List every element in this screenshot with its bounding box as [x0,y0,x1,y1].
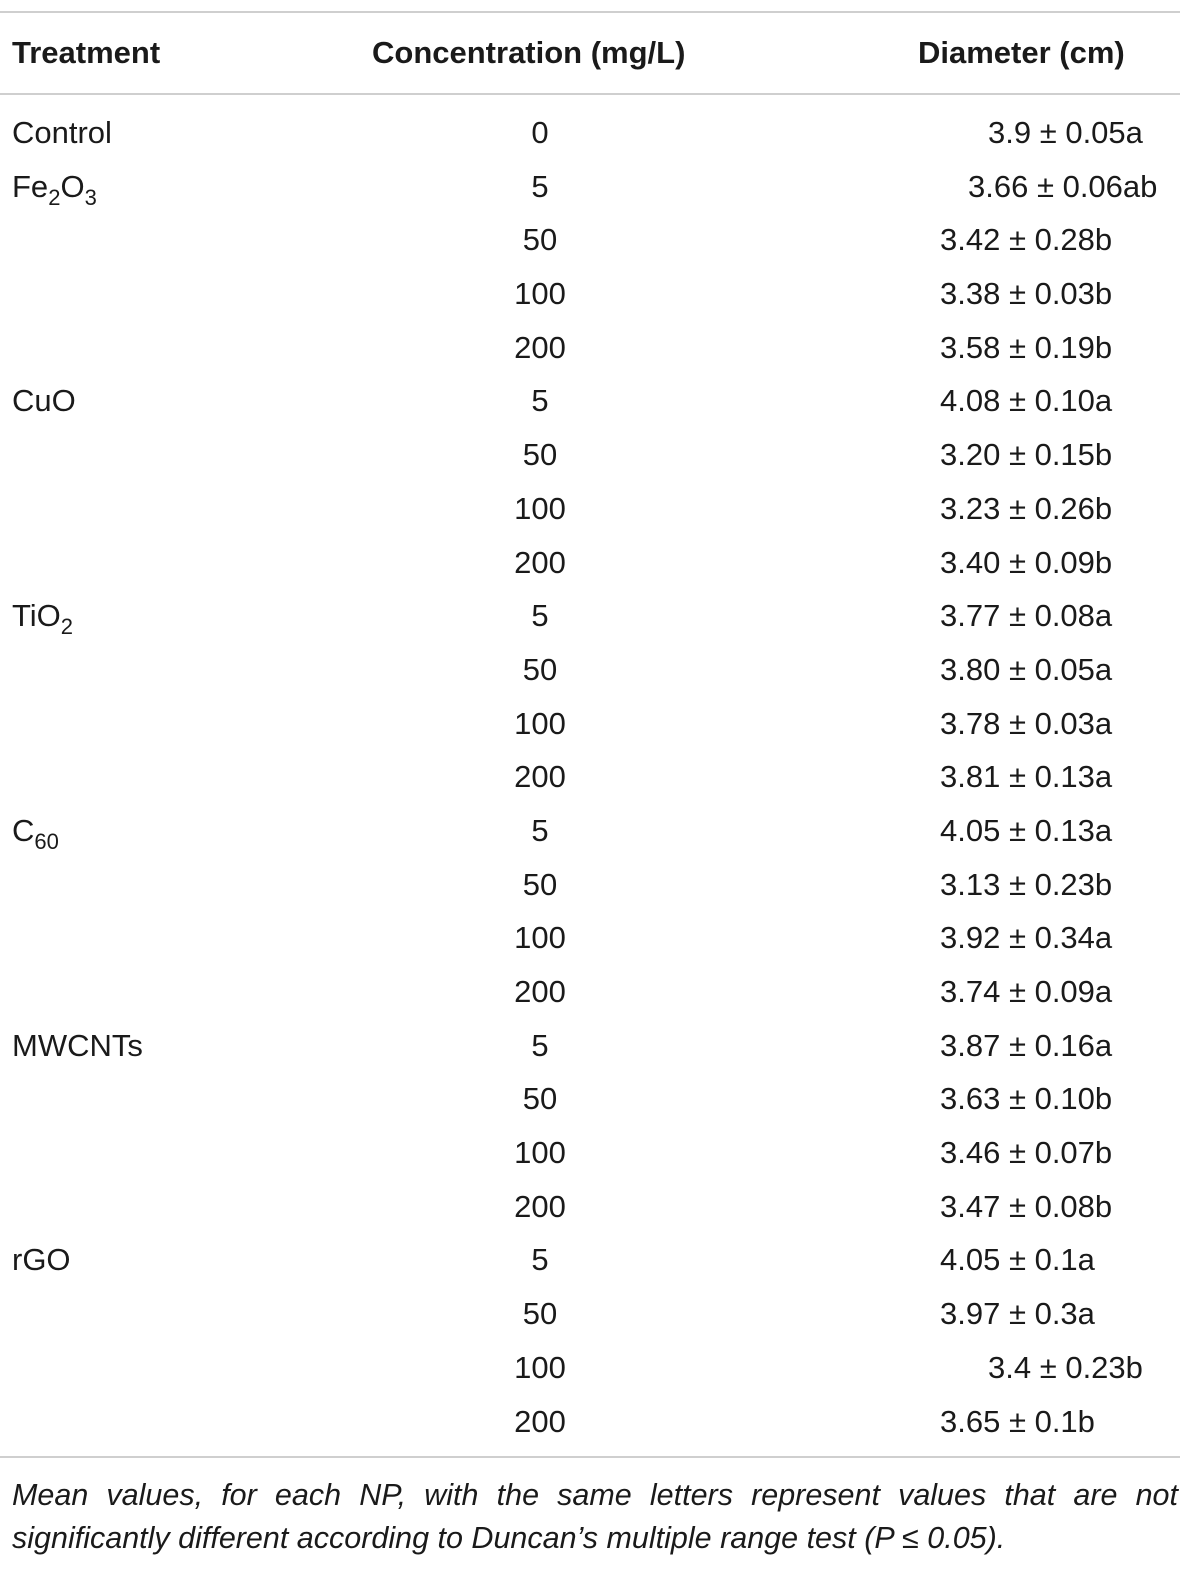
table-row [0,538,1180,592]
cell-diameter: 3.42 ± 0.28b [940,222,1113,258]
table-row [0,1182,1180,1236]
cell-diameter: 3.80 ± 0.05a [940,651,1113,687]
cell-diameter: 3.87 ± 0.16a [940,1027,1113,1063]
table-row [0,1128,1180,1182]
cell-concentration: 100 [514,490,566,526]
cell-concentration: 200 [514,974,566,1009]
table-row [0,1397,1180,1451]
cell-diameter: 4.05 ± 0.1a [940,1242,1095,1278]
cell-diameter: 3.20 ± 0.15b [940,437,1113,473]
table-row [0,699,1180,753]
cell-concentration: 50 [522,866,558,902]
cell-treatment: $C_{60}$ [12,812,59,854]
table-row [0,967,1180,1021]
cell-concentration: 200 [514,759,566,795]
table-row [0,323,1180,377]
cell-concentration: 50 [522,437,558,473]
cell-concentration: 5 [531,598,549,634]
cell-diameter: 3.74 ± 0.09a [940,974,1113,1009]
header-treatment: Treatment [12,35,161,70]
table-row [0,1289,1180,1343]
cell-diameter: 3.81 ± 0.13a [940,759,1113,795]
table-row [0,215,1180,269]
cell-concentration: 200 [514,1188,566,1224]
cell-concentration: 5 [531,812,549,848]
cell-treatment: TiO$_2$ [12,598,74,640]
cell-treatment: Control [12,115,112,150]
cell-diameter: 3.92 ± 0.34a [940,920,1113,956]
cell-diameter: 3.9 ± 0.05a [988,115,1143,150]
header-diameter: Diameter (cm) [918,35,1125,70]
cell-treatment: MWCNTs [12,1027,143,1063]
header-concentration: Concentration (mg/L) [372,35,686,70]
table-row [0,1235,1180,1289]
cell-concentration: 50 [522,651,558,687]
table-row [0,162,1180,216]
table-row [0,430,1180,484]
cell-concentration: 100 [514,1349,566,1385]
cell-diameter: 3.47 ± 0.08b [940,1188,1113,1224]
table-row [0,1021,1180,1075]
cell-treatment: rGO [12,1242,71,1278]
cell-concentration: 100 [514,705,566,741]
cell-diameter: 3.38 ± 0.03b [940,276,1113,312]
cell-treatment: CuO [12,383,76,419]
table-row [0,752,1180,806]
table-row [0,376,1180,430]
cell-concentration: 50 [522,1081,558,1117]
table-row [0,1343,1180,1397]
cell-concentration: 50 [522,222,558,258]
cell-diameter: 3.46 ± 0.07b [940,1135,1113,1171]
table-row [0,806,1180,860]
table-row [0,108,1180,162]
table-row [0,913,1180,967]
cell-concentration: 5 [531,1242,549,1278]
table-header [0,13,1180,93]
cell-treatment: $Fe_2O_3$ [12,168,97,210]
table-footnote: Mean values, for each NP, with the same letters represent values that are not significantly different according to Duncan’s multiple range test (P ≤ 0.05). [12,1478,1178,1555]
cell-diameter: 3.4 ± 0.23b [988,1349,1143,1385]
bottom-rule [0,1456,1180,1458]
table-row [0,269,1180,323]
table-row [0,1074,1180,1128]
cell-concentration: 5 [531,168,549,204]
cell-diameter: 3.77 ± 0.08a [940,598,1113,634]
cell-concentration: 100 [514,1135,566,1171]
cell-diameter: 3.63 ± 0.10b [940,1081,1113,1117]
cell-diameter: 3.13 ± 0.23b [940,866,1113,902]
cell-concentration: 5 [531,1027,549,1063]
cell-concentration: 100 [514,920,566,956]
cell-concentration: 200 [514,1403,566,1439]
cell-concentration: 100 [514,276,566,312]
cell-diameter: 3.66 ± 0.06ab [968,168,1158,204]
cell-diameter: 3.58 ± 0.19b [940,329,1113,365]
cell-concentration: 0 [531,115,549,150]
cell-diameter: 3.65 ± 0.1b [940,1403,1095,1439]
cell-concentration: 200 [514,544,566,580]
table-row [0,484,1180,538]
cell-concentration: 50 [522,1296,558,1332]
cell-diameter: 3.23 ± 0.26b [940,490,1113,526]
table-row [0,591,1180,645]
cell-diameter: 3.97 ± 0.3a [940,1296,1095,1332]
table-row [0,645,1180,699]
cell-diameter: 4.05 ± 0.13a [940,812,1113,848]
cell-concentration: 200 [514,329,566,365]
cell-diameter: 3.78 ± 0.03a [940,705,1113,741]
cell-diameter: 3.40 ± 0.09b [940,544,1113,580]
header-rule [0,93,1180,95]
cell-diameter: 4.08 ± 0.10a [940,383,1113,419]
table-row [0,860,1180,914]
cell-concentration: 5 [531,383,549,419]
table-body [0,108,1180,1450]
